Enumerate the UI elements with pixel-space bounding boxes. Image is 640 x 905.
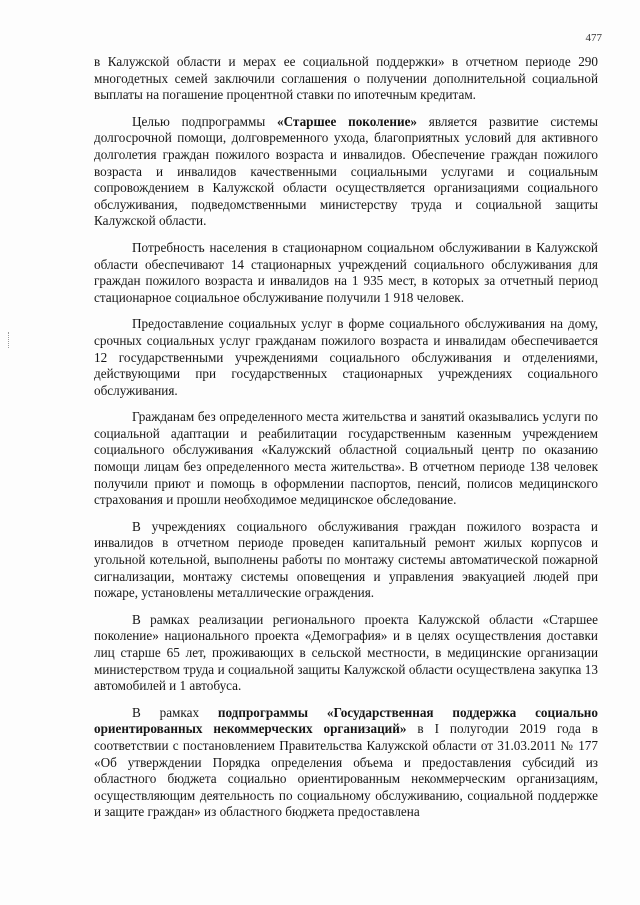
page-number: 477: [585, 32, 602, 44]
subprogram-name: подпрограммы «Государственная поддержка социально ориентированных некоммерческих организаций»: [94, 704, 598, 737]
paragraph-homeless-assistance: Гражданам без определенного места жительства и занятий оказывались услуги по социальной адаптации и реабилитации государственным казенным учреждением социального обслуживания «Калужский областной социальный центр по оказанию помощи лицам без определенного места жительства». В отчетном периоде 138 человек получили приют и помощь в оформлении паспортов, пенсий, полисов медицинского страхования и прошли необходимое медицинское обследование.: [94, 409, 598, 508]
paragraph-text: является развитие системы долгосрочной помощи, долговременного ухода, благоприятных условий для активного долголетия граждан пожилого возраста и инвалидов. Обеспечение граждан пожилого возраста и инвалидов качественными социальными услугами и социальным сопровождением в Калужской области осуществляется организациями социального обслуживания, подведомственными министерству труда и социальной защиты Калужской области.: [94, 113, 598, 229]
paragraph-text: Целью подпрограммы: [132, 113, 277, 129]
paragraph-nko-support: [94, 705, 598, 821]
paragraph-continuation: в Калужской области и мерах ее социальной поддержки» в отчетном периоде 290 многодетных семей заключили соглашения о получении дополнительной социальной выплаты на погашение процентной ставки по ипотечным кредитам.: [94, 54, 598, 103]
body-text: [94, 54, 598, 831]
subprogram-name: «Старшее поколение»: [276, 113, 418, 129]
paragraph-home-services: Предоставление социальных услуг в форме социального обслуживания на дому, срочных социальных услуг гражданам пожилого возраста и инвалидам обеспечивается 12 государственными учреждениями социального обслуживания и отделениями, действующими при государственных стационарных учреждениях социального обслуживания.: [94, 316, 598, 398]
paragraph-senior-generation: [94, 114, 598, 230]
paragraph-repairs: В учреждениях социального обслуживания граждан пожилого возраста и инвалидов в отчетном периоде проведен капитальный ремонт жилых корпусов и угольной котельной, выполнены работы по монтажу системы автоматической пожарной сигнализации, монтажу системы оповещения и управления эвакуацией людей при пожаре, установлены металлические ограждения.: [94, 518, 598, 601]
paragraph-text: в I полугодии 2019 года в соответствии с постановлением Правительства Калужской области от 31.03.2011 № 177 «Об утверждении Порядка определения объема и предоставления субсидий из областного бюджета социально ориентированным некоммерческим организациям, осуществляющим деятельность по социальному обслуживанию, социальной поддержке и защите граждан» из областного бюджета предоставлена: [94, 721, 598, 820]
margin-mark: [8, 332, 11, 348]
paragraph-text: В рамках: [132, 704, 218, 720]
paragraph-stationary-care: Потребность населения в стационарном социальном обслуживании в Калужской области обеспечивают 14 стационарных учреждений социального обслуживания для граждан пожилого возраста и инвалидов на 1 935 мест, в которых за отчетный период стационарное социальное обслуживание получили 1 918 человек.: [94, 239, 598, 305]
paragraph-regional-project: В рамках реализации регионального проекта Калужской области «Старшее поколение» национального проекта «Демография» и в целях осуществления доставки лиц старше 65 лет, проживающих в сельской местности, в медицинские организации министерством труда и социальной защиты Калужской области осуществлена закупка 13 автомобилей и 1 автобуса.: [94, 611, 598, 694]
